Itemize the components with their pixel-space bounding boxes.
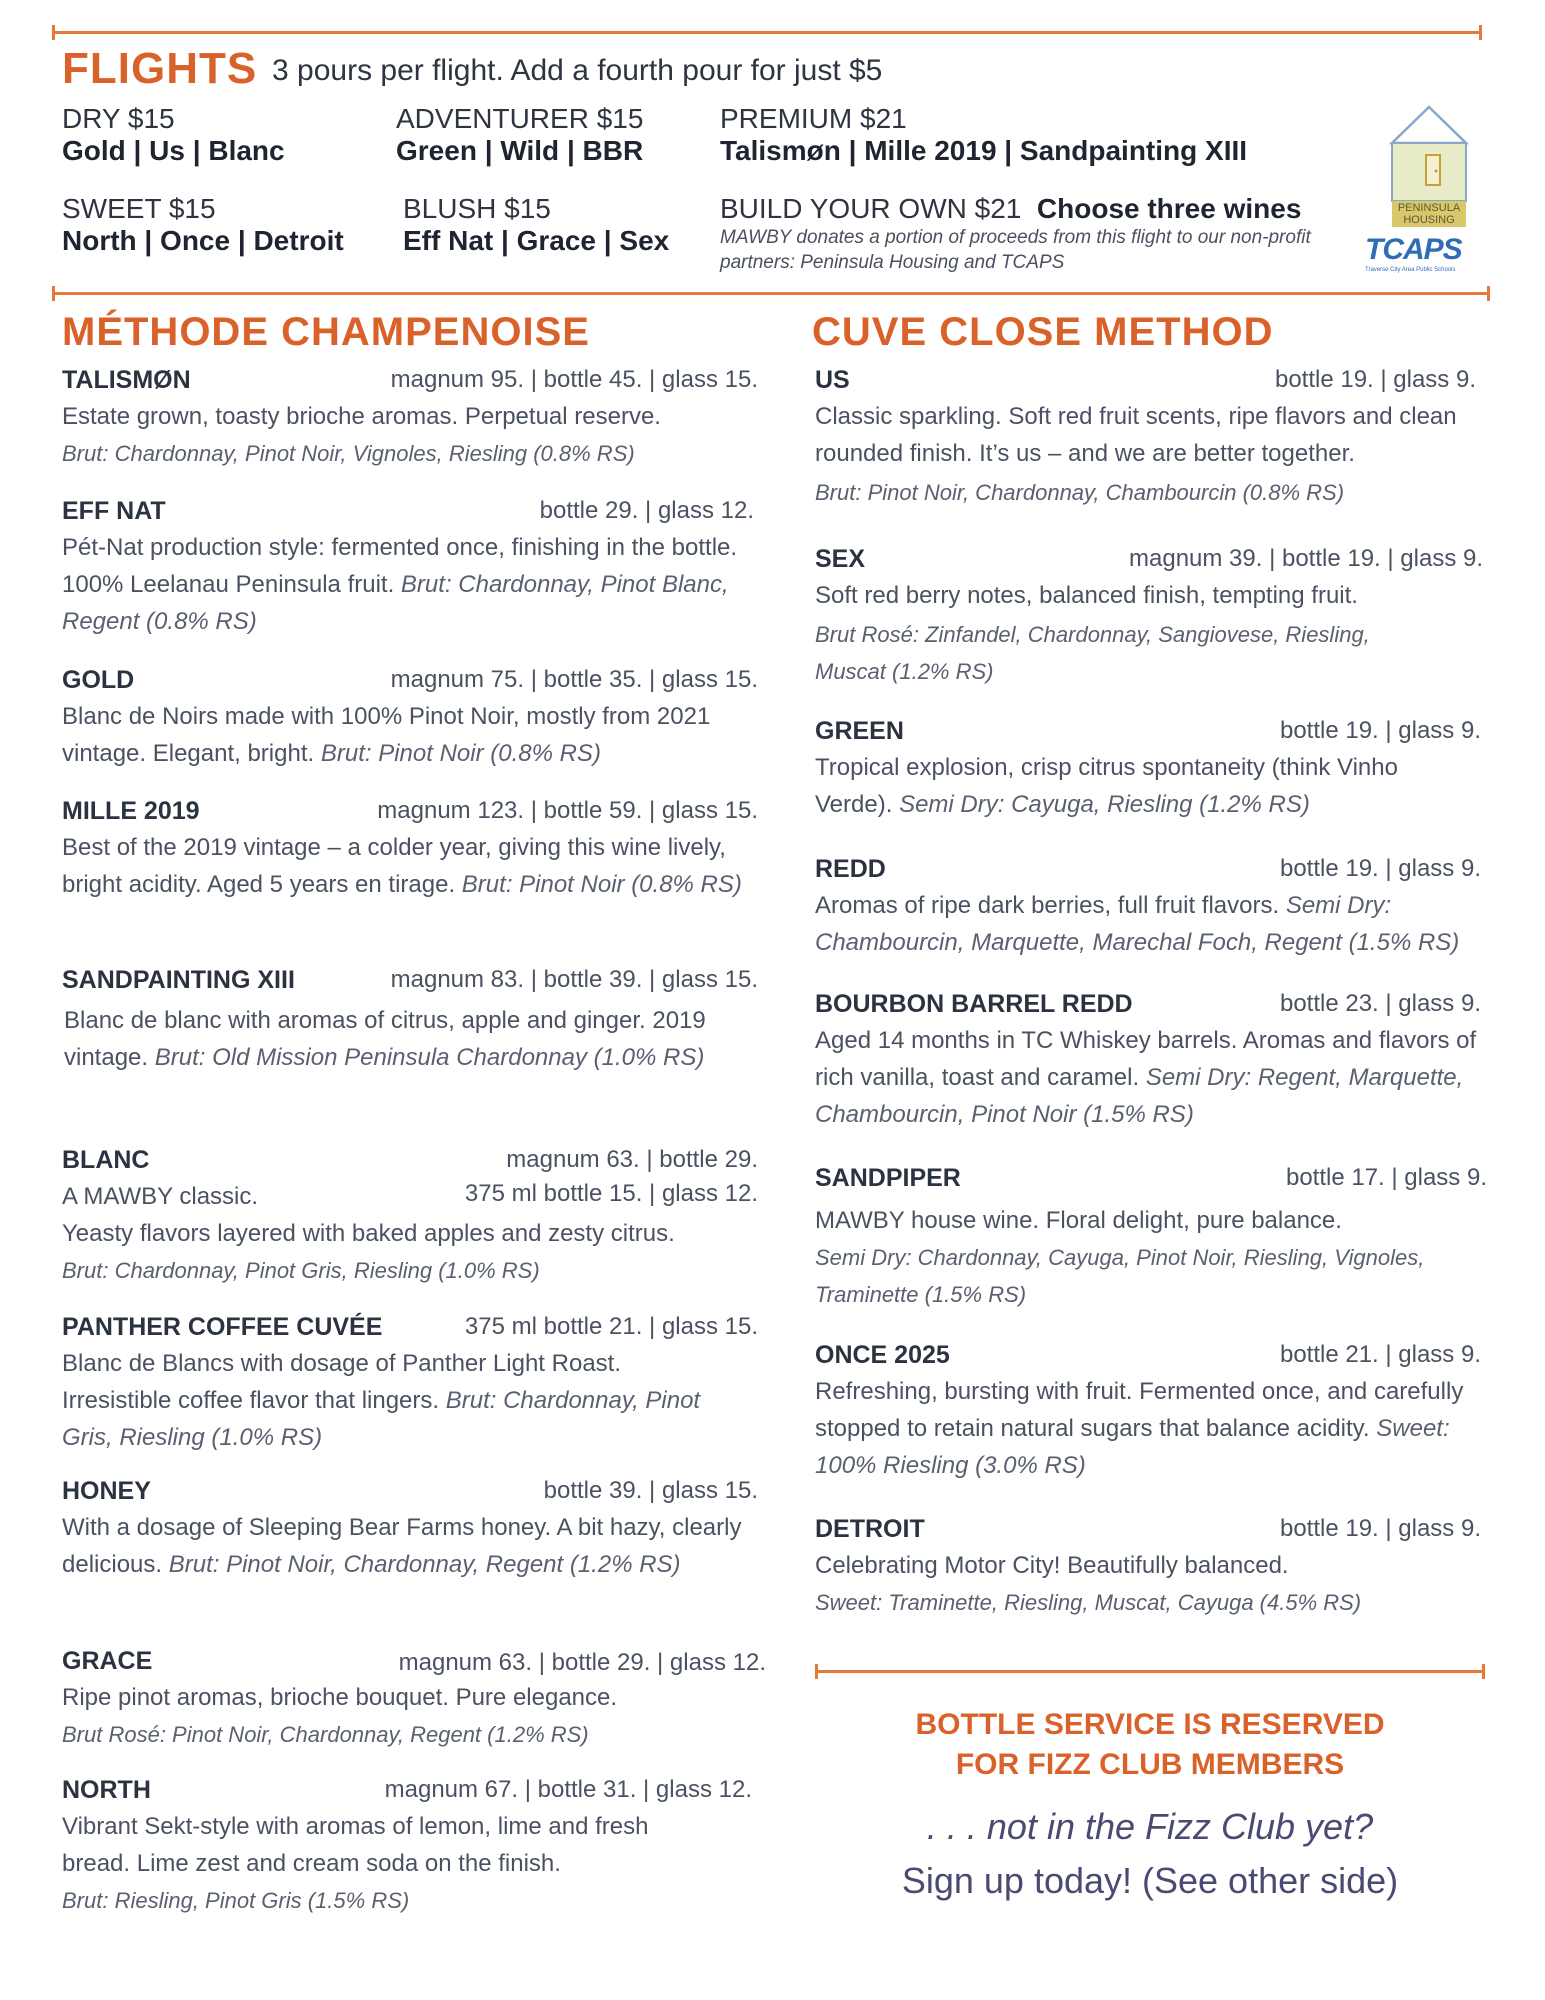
tcaps-wordmark: TCAPS bbox=[1365, 233, 1462, 266]
wine-desc: MAWBY house wine. Floral delight, pure balance. bbox=[815, 1207, 1342, 1234]
wine-name: REDD bbox=[815, 855, 886, 883]
wine-desc-block bbox=[62, 1002, 714, 1076]
flight-adventurer bbox=[396, 103, 643, 167]
wine-price: bottle 19. | glass 9. bbox=[1279, 855, 1481, 882]
wine-sandpainting-xiii bbox=[62, 966, 758, 1076]
wine-us bbox=[815, 366, 1500, 511]
wine-once-2025 bbox=[815, 1341, 1485, 1484]
wine-varietal: Sweet: 100% Riesling (3.0% RS) bbox=[815, 1415, 1450, 1479]
wine-name: PANTHER COFFEE CUVÉE bbox=[62, 1313, 383, 1341]
wine-mille-2019 bbox=[62, 797, 758, 903]
wine-name: DETROIT bbox=[815, 1515, 925, 1543]
wine-desc-block bbox=[62, 698, 758, 772]
wine-desc: Aromas of ripe dark berries, full fruit flavors. bbox=[815, 892, 1280, 919]
wine-desc: Soft red berry notes, balanced finish, tempting fruit. bbox=[815, 582, 1358, 609]
wine-name: GREEN bbox=[815, 717, 904, 745]
wine-desc-block bbox=[815, 1022, 1500, 1133]
wine-desc: Blanc de blanc with aromas of citrus, apple and ginger. 2019 vintage. bbox=[64, 1007, 706, 1071]
wine-detroit bbox=[815, 1515, 1485, 1621]
flight-dry bbox=[62, 103, 285, 167]
bottle-service-notice bbox=[815, 1705, 1485, 1785]
wine-price: magnum 67. | bottle 31. | glass 12. bbox=[384, 1776, 752, 1803]
wine-name: GRACE bbox=[62, 1647, 153, 1675]
bottle-service-line2: FOR FIZZ CLUB MEMBERS bbox=[955, 1748, 1345, 1781]
wine-redd bbox=[815, 855, 1485, 961]
wine-price: magnum 39. | bottle 19. | glass 9. bbox=[1129, 545, 1483, 572]
flights-title: FLIGHTS bbox=[62, 44, 258, 93]
wine-varietal: Semi Dry: Chambourcin, Marquette, Marechal Foch, Regent (1.5% RS) bbox=[815, 892, 1460, 956]
wine-name: SANDPAINTING XIII bbox=[62, 966, 295, 994]
flight-wines: Eff Nat | Grace | Sex bbox=[403, 225, 670, 256]
wine-price: bottle 19. | glass 9. bbox=[1279, 1515, 1481, 1542]
wine-gold bbox=[62, 666, 758, 772]
wine-price: magnum 75. | bottle 35. | glass 15. bbox=[390, 666, 758, 693]
wine-desc: Celebrating Motor City! Beautifully balanced. bbox=[815, 1552, 1289, 1579]
wine-desc: Classic sparkling. Soft red fruit scents, ripe flavors and clean rounded finish. It’s us – and we are better together. bbox=[815, 403, 1457, 467]
wine-green bbox=[815, 717, 1485, 823]
wine-price: 375 ml bottle 21. | glass 15. bbox=[464, 1313, 758, 1340]
peninsula-line1: PENINSULA bbox=[1397, 202, 1461, 214]
wine-desc: Yeasty flavors layered with baked apples and zesty citrus. bbox=[62, 1220, 675, 1247]
wine-desc: Refreshing, bursting with fruit. Fermented once, and carefully stopped to retain natural sugars that balance acidity. bbox=[815, 1378, 1464, 1442]
wine-desc-first: A MAWBY classic. bbox=[62, 1183, 259, 1210]
wine-sex bbox=[815, 545, 1485, 690]
footer-rule bbox=[815, 1670, 1485, 1673]
flight-wines: Green | Wild | BBR bbox=[396, 135, 644, 166]
wine-desc: Pét-Nat production style: fermented once, finishing in the bottle. 100% Leelanau Peninsula fruit. bbox=[62, 534, 738, 598]
wine-name: BOURBON BARREL REDD bbox=[815, 990, 1133, 1018]
wine-desc: Blanc de Noirs made with 100% Pinot Noir, mostly from 2021 vintage. Elegant, bright. bbox=[62, 703, 711, 767]
wine-name: GOLD bbox=[62, 666, 135, 694]
wine-price: bottle 19. | glass 9. bbox=[1274, 366, 1476, 393]
wine-varietal: Brut: Riesling, Pinot Gris (1.5% RS) bbox=[62, 1888, 410, 1913]
wine-name: NORTH bbox=[62, 1776, 151, 1804]
wine-varietal: Semi Dry: Chardonnay, Cayuga, Pinot Noir, Riesling, Vignoles, Traminette (1.5% RS) bbox=[815, 1245, 1425, 1307]
wine-price: bottle 29. | glass 12. bbox=[539, 497, 754, 524]
wine-varietal: Semi Dry: Regent, Marquette, Chambourcin, Pinot Noir (1.5% RS) bbox=[815, 1064, 1464, 1128]
wine-desc: Best of the 2019 vintage – a colder year, giving this wine lively, bright acidity. Aged 5 years en tirage. bbox=[62, 834, 726, 898]
flight-wines: North | Once | Detroit bbox=[62, 225, 344, 256]
wine-desc-block bbox=[62, 529, 758, 640]
wine-name: SEX bbox=[815, 545, 866, 573]
flight-wines: Gold | Us | Blanc bbox=[62, 135, 285, 166]
wine-name: MILLE 2019 bbox=[62, 797, 200, 825]
flight-premium bbox=[720, 103, 1247, 167]
flight-build-your-own bbox=[720, 193, 1360, 275]
wine-price: magnum 63. | bottle 29. | glass 12. bbox=[398, 1649, 766, 1676]
wine-varietal: Brut: Chardonnay, Pinot Noir, Vignoles, Riesling (0.8% RS) bbox=[62, 441, 635, 466]
tcaps-subtitle: Traverse City Area Public Schools bbox=[1365, 267, 1456, 273]
wine-honey bbox=[62, 1477, 758, 1583]
wine-desc: Aged 14 months in TC Whiskey barrels. Aromas and flavors of rich vanilla, toast and caramel. bbox=[815, 1027, 1477, 1091]
wine-desc-block bbox=[62, 1345, 702, 1456]
wine-price: bottle 17. | glass 9. bbox=[1285, 1164, 1487, 1191]
wine-desc-block bbox=[62, 1509, 752, 1583]
wine-price: bottle 23. | glass 9. bbox=[1279, 990, 1481, 1017]
wine-name: TALISMØN bbox=[62, 366, 191, 394]
wine-price: magnum 95. | bottle 45. | glass 15. bbox=[390, 366, 758, 393]
wine-name: US bbox=[815, 366, 850, 394]
wine-desc: Blanc de Blancs with dosage of Panther Light Roast. Irresistible coffee flavor that lingers. bbox=[62, 1350, 622, 1414]
wine-desc: Ripe pinot aromas, brioche bouquet. Pure elegance. bbox=[62, 1684, 618, 1711]
wine-sandpiper bbox=[815, 1164, 1485, 1313]
wine-name: BLANC bbox=[62, 1146, 150, 1174]
wine-varietal: Brut: Pinot Noir (0.8% RS) bbox=[320, 740, 601, 767]
flight-name: BLUSH $15 bbox=[403, 193, 551, 224]
wine-name: SANDPIPER bbox=[815, 1164, 961, 1192]
wine-desc-block bbox=[62, 829, 758, 903]
top-rule bbox=[52, 31, 1482, 34]
wine-name: EFF NAT bbox=[62, 497, 166, 525]
wine-varietal: Brut Rosé: Zinfandel, Chardonnay, Sangiovese, Riesling, Muscat (1.2% RS) bbox=[815, 622, 1370, 684]
flight-wines: Talismøn | Mille 2019 | Sandpainting XIII bbox=[720, 135, 1248, 166]
cuve-title: CUVE CLOSE METHOD bbox=[812, 310, 1274, 354]
wine-price: bottle 19. | glass 9. bbox=[1279, 717, 1481, 744]
wine-price-375: 375 ml bottle 15. | glass 12. bbox=[464, 1180, 758, 1207]
wine-desc: Estate grown, toasty brioche aromas. Perpetual reserve. bbox=[62, 403, 661, 430]
wine-desc: With a dosage of Sleeping Bear Farms honey. A bit hazy, clearly delicious. bbox=[62, 1514, 742, 1578]
build-note: MAWBY donates a portion of proceeds from this flight to our non-profit partners: Peninsula Housing and TCAPS bbox=[720, 227, 1311, 273]
build-heading bbox=[720, 193, 1360, 225]
flight-blush bbox=[403, 193, 669, 257]
flights-bottom-rule bbox=[52, 292, 1490, 295]
wine-varietal: Brut: Chardonnay, Pinot Gris, Riesling (1.0% RS) bbox=[62, 1387, 701, 1451]
fizz-club-signup: Sign up today! (See other side) bbox=[901, 1860, 1399, 1901]
wine-desc-block bbox=[815, 749, 1415, 823]
wine-price: bottle 39. | glass 15. bbox=[543, 1477, 758, 1504]
wine-grace bbox=[62, 1647, 766, 1753]
bottle-service-line1: BOTTLE SERVICE IS RESERVED bbox=[915, 1708, 1385, 1741]
wine-varietal: Brut: Chardonnay, Pinot Blanc, Regent (0.8% RS) bbox=[62, 571, 729, 635]
wine-varietal: Brut: Old Mission Peninsula Chardonnay (1.0% RS) bbox=[154, 1044, 705, 1071]
wine-varietal: Sweet: Traminette, Riesling, Muscat, Cayuga (4.5% RS) bbox=[815, 1590, 1362, 1615]
tcaps-logo bbox=[1365, 233, 1475, 273]
wine-price: magnum 123. | bottle 59. | glass 15. bbox=[377, 797, 758, 824]
wine-varietal: Brut: Chardonnay, Pinot Gris, Riesling (1.0% RS) bbox=[62, 1258, 540, 1283]
wine-desc-block bbox=[815, 887, 1485, 961]
flight-name: PREMIUM $21 bbox=[720, 103, 907, 134]
wine-talismon bbox=[62, 366, 758, 472]
wine-eff-nat bbox=[62, 497, 758, 640]
wine-varietal: Brut: Pinot Noir (0.8% RS) bbox=[461, 871, 742, 898]
build-choose: Choose three wines bbox=[1036, 193, 1302, 224]
wine-panther-coffee-cuvee bbox=[62, 1313, 758, 1456]
blanc-line2 bbox=[62, 1178, 758, 1215]
flight-name: DRY $15 bbox=[62, 103, 175, 134]
flight-name: ADVENTURER $15 bbox=[396, 103, 644, 134]
wine-varietal: Brut Rosé: Pinot Noir, Chardonnay, Regent (1.2% RS) bbox=[62, 1722, 589, 1747]
wine-price: bottle 21. | glass 9. bbox=[1279, 1341, 1481, 1368]
wine-north bbox=[62, 1776, 752, 1919]
wine-desc-block bbox=[815, 1373, 1465, 1484]
fizz-club-prompt: . . . not in the Fizz Club yet? bbox=[926, 1806, 1374, 1847]
wine-varietal: Semi Dry: Cayuga, Riesling (1.2% RS) bbox=[899, 791, 1310, 818]
wine-bourbon-barrel-redd bbox=[815, 990, 1500, 1133]
flight-sweet bbox=[62, 193, 344, 257]
wine-desc: Vibrant Sekt-style with aromas of lemon, lime and fresh bread. Lime zest and cream soda on the finish. bbox=[62, 1813, 649, 1877]
wine-desc: Tropical explosion, crisp citrus spontaneity (think Vinho Verde). bbox=[815, 754, 1398, 818]
flights-subtitle: 3 pours per flight. Add a fourth pour for just $5 bbox=[272, 54, 883, 87]
wine-varietal: Brut: Pinot Noir, Chardonnay, Chambourcin (0.8% RS) bbox=[815, 480, 1345, 505]
wine-name: HONEY bbox=[62, 1477, 151, 1505]
wine-varietal: Brut: Pinot Noir, Chardonnay, Regent (1.2% RS) bbox=[168, 1551, 681, 1578]
peninsula-line2: HOUSING bbox=[1403, 214, 1455, 226]
wine-price: magnum 63. | bottle 29. bbox=[506, 1146, 758, 1173]
methode-title: MÉTHODE CHAMPENOISE bbox=[62, 310, 590, 354]
wine-blanc bbox=[62, 1146, 758, 1289]
wine-name: ONCE 2025 bbox=[815, 1341, 950, 1369]
wine-price: magnum 83. | bottle 39. | glass 15. bbox=[390, 966, 758, 993]
flight-name: SWEET $15 bbox=[62, 193, 216, 224]
peninsula-housing-logo bbox=[1388, 103, 1470, 227]
build-name: BUILD YOUR OWN $21 bbox=[720, 193, 1022, 224]
